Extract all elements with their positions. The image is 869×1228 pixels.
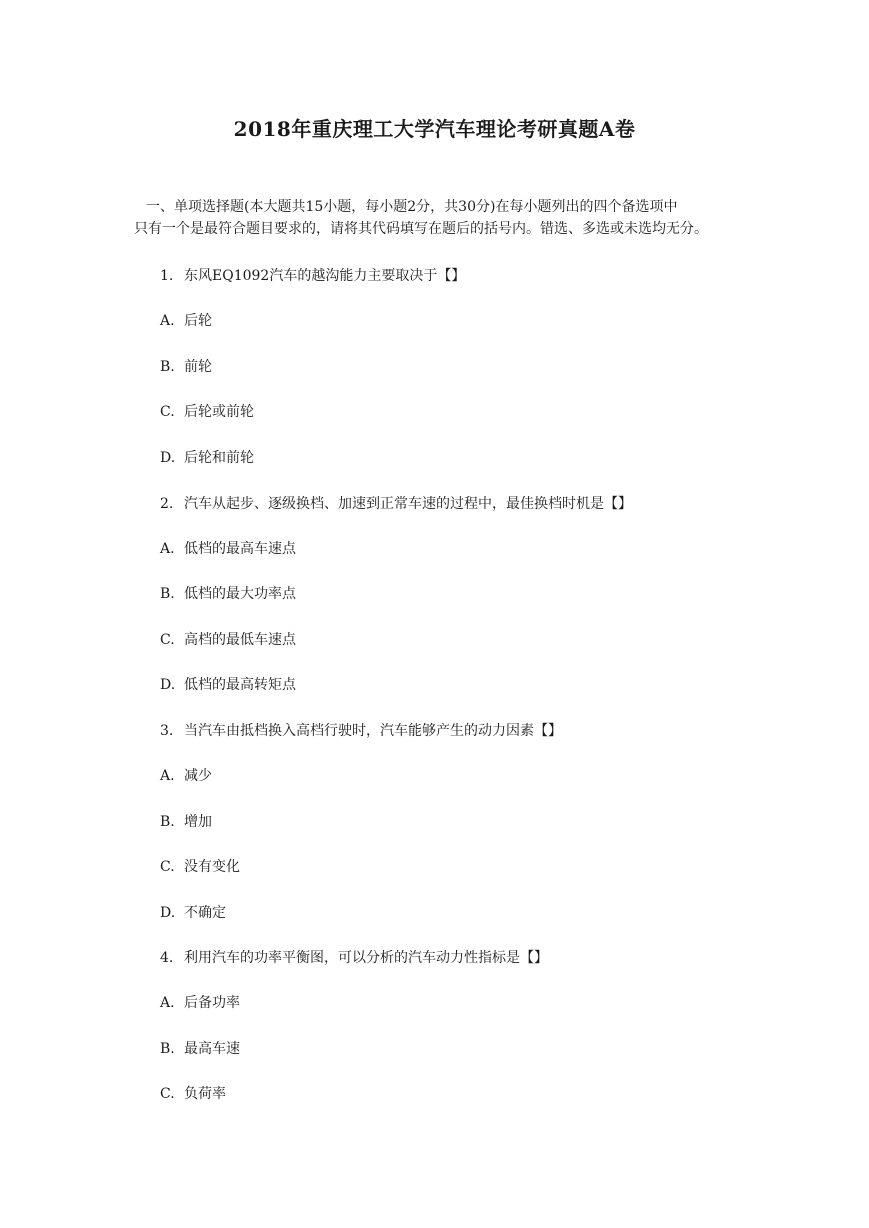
option-letter: D. [160,450,176,466]
question-2 [160,494,632,514]
option-letter: A. [160,541,175,557]
option-2a [160,539,296,559]
option-letter: C. [160,632,175,648]
option-text: 低档的最高转矩点 [184,677,296,693]
intro-line-1: 一、单项选择题(本大题共15小题，每小题2分，共30分)在每小题列出的四个备选项中 [146,199,678,215]
question-number: 2. [160,496,174,512]
option-letter: D. [160,677,176,693]
option-3b [160,812,212,832]
option-text: 后轮或前轮 [184,404,254,420]
page-title: 2018年重庆理工大学汽车理论考研真题A卷 [233,117,636,141]
question-text: 当汽车由抵档换入高档行驶时，汽车能够产生的动力因素【】 [184,723,562,739]
option-text: 最高车速 [184,1041,240,1057]
option-text: 负荷率 [184,1086,226,1102]
option-text: 低档的最大功率点 [184,586,296,602]
option-text: 不确定 [184,905,226,921]
question-3 [160,721,562,741]
option-letter: C. [160,859,175,875]
option-4b [160,1039,240,1059]
option-3c [160,857,240,877]
question-4 [160,948,548,968]
option-text: 前轮 [184,359,212,375]
question-text: 东风EQ1092汽车的越沟能力主要取决于【】 [184,268,466,284]
option-4a [160,993,240,1013]
option-letter: B. [160,359,175,375]
option-text: 后轮 [184,313,212,329]
option-3d [160,903,226,923]
option-letter: A. [160,313,175,329]
option-1b [160,357,212,377]
option-1c [160,402,254,422]
option-text: 后轮和前轮 [184,450,254,466]
option-1a [160,311,212,331]
question-number: 1. [160,268,174,284]
option-letter: C. [160,1086,175,1102]
option-letter: A. [160,768,175,784]
option-text: 低档的最高车速点 [184,541,296,557]
question-text: 利用汽车的功率平衡图，可以分析的汽车动力性指标是【】 [184,950,548,966]
option-letter: B. [160,586,175,602]
option-2c [160,630,296,650]
option-2b [160,584,296,604]
option-4c [160,1084,226,1104]
option-1d [160,448,254,468]
option-3a [160,766,212,786]
question-1 [160,266,465,286]
option-text: 减少 [184,768,212,784]
option-text: 增加 [184,814,212,830]
intro-line-2: 只有一个是最符合题目要求的，请将其代码填写在题后的括号内。错选、多选或未选均无分。 [134,221,708,237]
question-number: 4. [160,950,174,966]
option-letter: D. [160,905,176,921]
option-text: 后备功率 [184,995,240,1011]
option-letter: A. [160,995,175,1011]
question-text: 汽车从起步、逐级换档、加速到正常车速的过程中，最佳换档时机是【】 [184,496,632,512]
option-2d [160,675,296,695]
question-number: 3. [160,723,174,739]
section-intro [134,196,742,240]
option-letter: B. [160,1041,175,1057]
option-text: 没有变化 [184,859,240,875]
option-letter: B. [160,814,175,830]
option-text: 高档的最低车速点 [184,632,296,648]
option-letter: C. [160,404,175,420]
